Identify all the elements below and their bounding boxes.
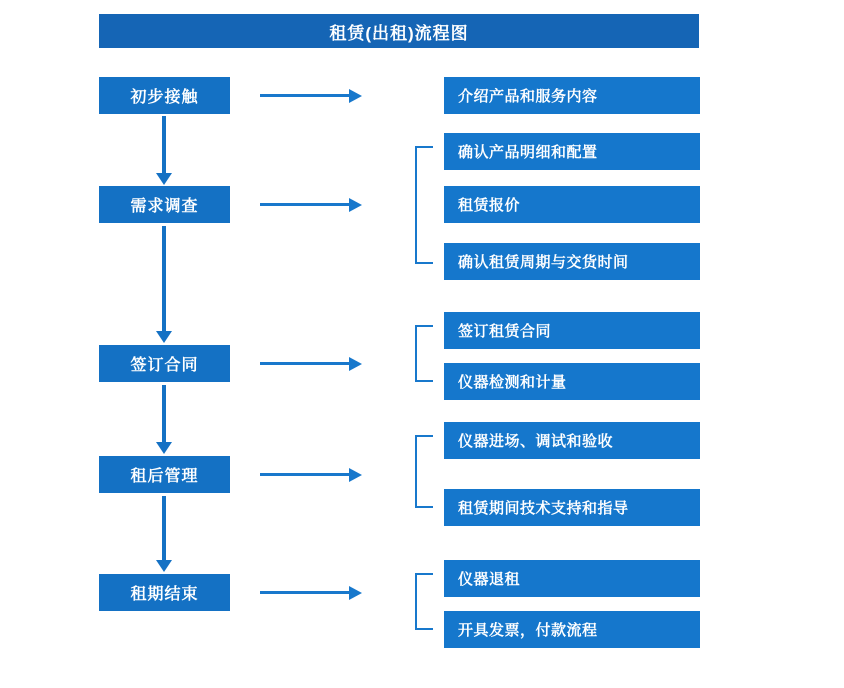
vertical-arrow-icon [162,496,166,561]
detail-box[interactable]: 开具发票，付款流程 [444,611,700,648]
page-title: 租赁(出租)流程图 [99,14,699,48]
stage-box[interactable]: 租后管理 [99,456,230,493]
stage-box[interactable]: 签订合同 [99,345,230,382]
horizontal-arrow-icon [260,473,350,476]
detail-box[interactable]: 租赁报价 [444,186,700,223]
stage-box[interactable]: 租期结束 [99,574,230,611]
horizontal-arrow-icon [260,362,350,365]
detail-box[interactable]: 仪器退租 [444,560,700,597]
horizontal-arrow-icon [260,591,350,594]
detail-box[interactable]: 介绍产品和服务内容 [444,77,700,114]
stage-box[interactable]: 需求调查 [99,186,230,223]
detail-box[interactable]: 签订租赁合同 [444,312,700,349]
horizontal-arrow-icon [260,203,350,206]
detail-box[interactable]: 租赁期间技术支持和指导 [444,489,700,526]
stage-box[interactable]: 初步接触 [99,77,230,114]
detail-box[interactable]: 仪器检测和计量 [444,363,700,400]
group-bracket-icon [415,573,433,630]
vertical-arrow-icon [162,226,166,332]
group-bracket-icon [415,146,433,264]
vertical-arrow-icon [162,116,166,174]
group-bracket-icon [415,435,433,508]
vertical-arrow-icon [162,385,166,443]
group-bracket-icon [415,325,433,382]
horizontal-arrow-icon [260,94,350,97]
detail-box[interactable]: 仪器进场、调试和验收 [444,422,700,459]
detail-box[interactable]: 确认产品明细和配置 [444,133,700,170]
detail-box[interactable]: 确认租赁周期与交货时间 [444,243,700,280]
